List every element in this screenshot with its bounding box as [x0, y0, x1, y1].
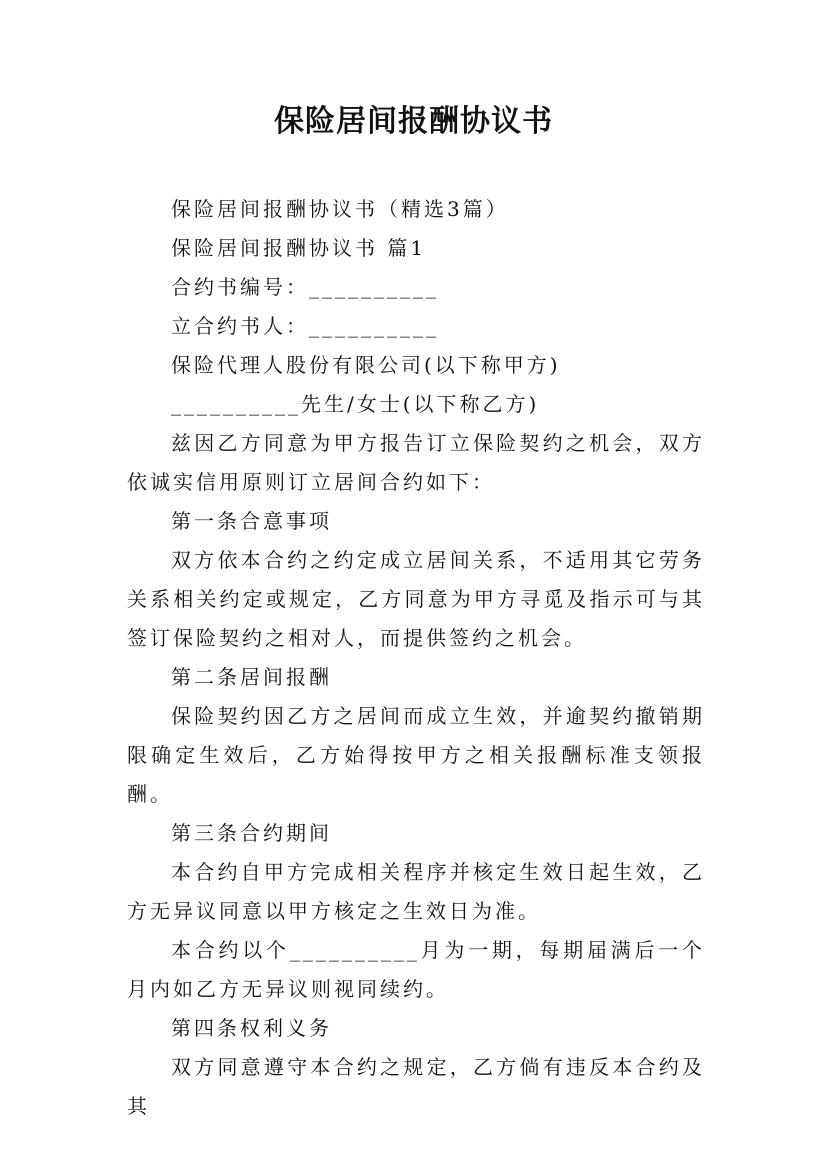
article-1-heading: 第一条合意事项	[171, 509, 332, 533]
paragraph-party-a: 保险代理人股份有限公司(以下称甲方)	[171, 353, 561, 377]
paragraph-preamble: 兹因乙方同意为甲方报告订立保险契约之机会，双方依诚实信用原则订立居间合约如下：	[127, 431, 705, 494]
article-4-heading: 第四条权利义务	[171, 1016, 332, 1040]
article-2-text: 保险契约因乙方之居间而成立生效，并逾契约撤销期限确定生效后，乙方始得按甲方之相关报酬标准支领报酬。	[127, 704, 705, 806]
article-2-heading: 第二条居间报酬	[171, 665, 332, 689]
article-3-text-1: 本合约自甲方完成相关程序并核定生效日起生效，乙方无异议同意以甲方核定之生效日为准。	[127, 860, 705, 923]
article-3-heading: 第三条合约期间	[171, 821, 332, 845]
paragraph-contract-number: 合约书编号：__________	[171, 275, 439, 299]
document-title: 保险居间报酬协议书	[274, 104, 553, 139]
paragraph-section-heading: 保险居间报酬协议书 篇1	[171, 236, 427, 260]
paragraph-party-b: __________先生/女士(以下称乙方)	[171, 392, 540, 416]
paragraph-contract-parties: 立合约书人：__________	[171, 314, 439, 338]
article-1-text: 双方依本合约之约定成立居间关系，不适用其它劳务关系相关约定或规定，乙方同意为甲方寻觅及指示可与其签订保险契约之相对人，而提供签约之机会。	[127, 548, 705, 650]
article-3-text-2: 本合约以个__________月为一期，每期届满后一个月内如乙方无异议则视同续约。	[127, 938, 705, 1001]
article-4-text: 双方同意遵守本合约之规定，乙方倘有违反本合约及其	[127, 1055, 705, 1118]
document-body	[127, 190, 705, 1126]
paragraph-subtitle: 保险居间报酬协议书（精选3篇）	[171, 197, 509, 221]
